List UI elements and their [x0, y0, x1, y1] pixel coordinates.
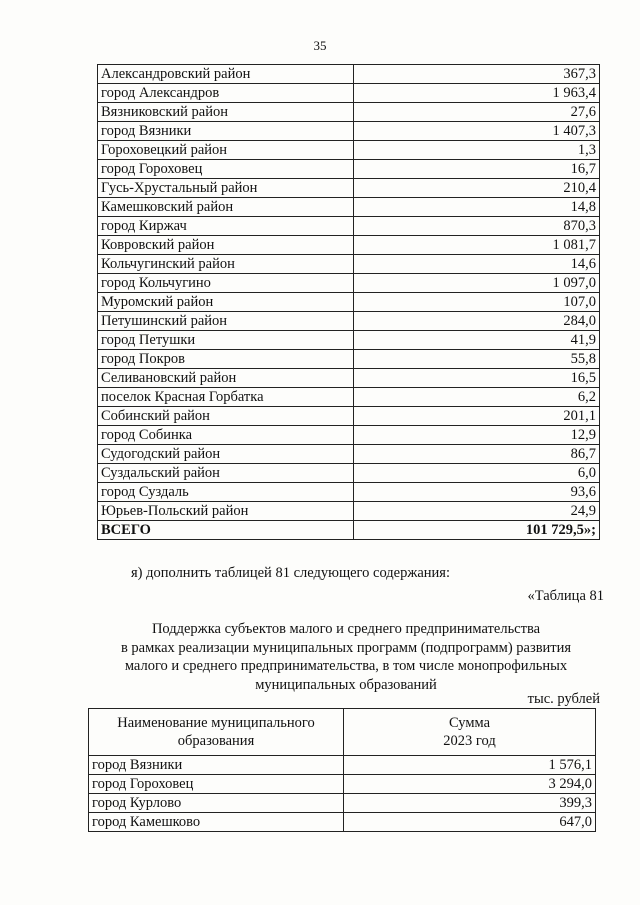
municipality-name: Камешковский район [98, 198, 354, 217]
municipality-name: Ковровский район [98, 236, 354, 255]
amount-value: 1 963,4 [354, 84, 600, 103]
year-label: 2023 год [443, 733, 496, 749]
table-row [98, 312, 600, 331]
municipal-amounts-table [97, 64, 600, 540]
amount-value: 14,6 [354, 255, 600, 274]
table-row [89, 756, 596, 775]
table-row [98, 122, 600, 141]
table-row [98, 179, 600, 198]
table-row [98, 502, 600, 521]
municipality-name: Александровский район [98, 65, 354, 84]
amount-value: 93,6 [354, 483, 600, 502]
table-row [98, 217, 600, 236]
table-row [98, 198, 600, 217]
amount-value: 24,9 [354, 502, 600, 521]
table-row [98, 274, 600, 293]
municipality-name: поселок Красная Горбатка [98, 388, 354, 407]
municipality-name: Муромский район [98, 293, 354, 312]
table-row [98, 464, 600, 483]
table-row [98, 293, 600, 312]
amount-value: 107,0 [354, 293, 600, 312]
table-row [98, 407, 600, 426]
table-row [98, 369, 600, 388]
municipality-name: город Вязники [98, 122, 354, 141]
table-row [98, 483, 600, 502]
table-row [98, 84, 600, 103]
municipality-name: ВСЕГО [98, 521, 354, 540]
municipality-name: Суздальский район [98, 464, 354, 483]
municipality-name: город Вязники [89, 756, 344, 775]
sme-support-table [88, 708, 596, 832]
amount-value: 41,9 [354, 331, 600, 350]
municipality-name: город Покров [98, 350, 354, 369]
municipality-name: Юрьев-Польский район [98, 502, 354, 521]
municipality-name: город Суздаль [98, 483, 354, 502]
amount-value: 6,2 [354, 388, 600, 407]
municipality-name: город Собинка [98, 426, 354, 445]
municipality-name: город Гороховец [98, 160, 354, 179]
municipality-name: Селивановский район [98, 369, 354, 388]
table-row [98, 65, 600, 84]
table-row [98, 388, 600, 407]
table-row [98, 331, 600, 350]
amount-value: 870,3 [354, 217, 600, 236]
municipality-name: город Кольчугино [98, 274, 354, 293]
table-label: «Таблица 81 [527, 588, 604, 604]
table-row [89, 794, 596, 813]
municipality-name: Петушинский район [98, 312, 354, 331]
column-header-name: Наименование муниципального образования [89, 709, 344, 756]
units-label: тыс. рублей [527, 691, 600, 707]
heading-line: в рамках реализации муниципальных программ (подпрограмм) развития [120, 639, 572, 656]
municipality-name: город Киржач [98, 217, 354, 236]
amount-value: 1 407,3 [354, 122, 600, 141]
amount-value: 1,3 [354, 141, 600, 160]
column-header-sum [344, 709, 596, 756]
amendment-text: я) дополнить таблицей 81 следующего содержания: [131, 565, 451, 581]
amount-value: 284,0 [354, 312, 600, 331]
table-header-row [89, 709, 596, 756]
table-row [89, 775, 596, 794]
table-row [98, 141, 600, 160]
municipality-name: Гороховецкий район [98, 141, 354, 160]
table-row [98, 255, 600, 274]
amount-value: 101 729,5»; [354, 521, 600, 540]
table-heading [96, 620, 596, 694]
table-row [98, 350, 600, 369]
amount-value: 367,3 [354, 65, 600, 84]
amount-value: 86,7 [354, 445, 600, 464]
amount-value: 16,5 [354, 369, 600, 388]
amount-value: 1 081,7 [354, 236, 600, 255]
table-row [98, 426, 600, 445]
table-row [98, 236, 600, 255]
municipality-name: город Курлово [89, 794, 344, 813]
amount-value: 55,8 [354, 350, 600, 369]
table-row [89, 813, 596, 832]
table-row [98, 445, 600, 464]
amount-value: 647,0 [344, 813, 596, 832]
municipality-name: город Гороховец [89, 775, 344, 794]
amount-value: 14,8 [354, 198, 600, 217]
heading-line: муниципальных образований [255, 676, 437, 693]
amount-value: 201,1 [354, 407, 600, 426]
municipality-name: город Камешково [89, 813, 344, 832]
page-number: 35 [313, 38, 327, 53]
municipality-name: Судогодский район [98, 445, 354, 464]
amount-value: 3 294,0 [344, 775, 596, 794]
total-row [98, 521, 600, 540]
heading-line: Поддержка субъектов малого и среднего предпринимательства [151, 621, 541, 637]
amount-value: 1 097,0 [354, 274, 600, 293]
amount-value: 16,7 [354, 160, 600, 179]
table-row [98, 103, 600, 122]
amount-value: 27,6 [354, 103, 600, 122]
municipality-name: город Петушки [98, 331, 354, 350]
amount-value: 1 576,1 [344, 756, 596, 775]
amount-value: 6,0 [354, 464, 600, 483]
table-row [98, 160, 600, 179]
heading-line: малого и среднего предпринимательства, в том числе монопрофильных [124, 658, 568, 674]
municipality-name: Кольчугинский район [98, 255, 354, 274]
amount-value: 399,3 [344, 794, 596, 813]
municipality-name: город Александров [98, 84, 354, 103]
municipality-name: Гусь-Хрустальный район [98, 179, 354, 198]
municipality-name: Собинский район [98, 407, 354, 426]
municipality-name: Вязниковский район [98, 103, 354, 122]
amount-value: 12,9 [354, 426, 600, 445]
sum-label: Сумма [448, 715, 491, 731]
amount-value: 210,4 [354, 179, 600, 198]
